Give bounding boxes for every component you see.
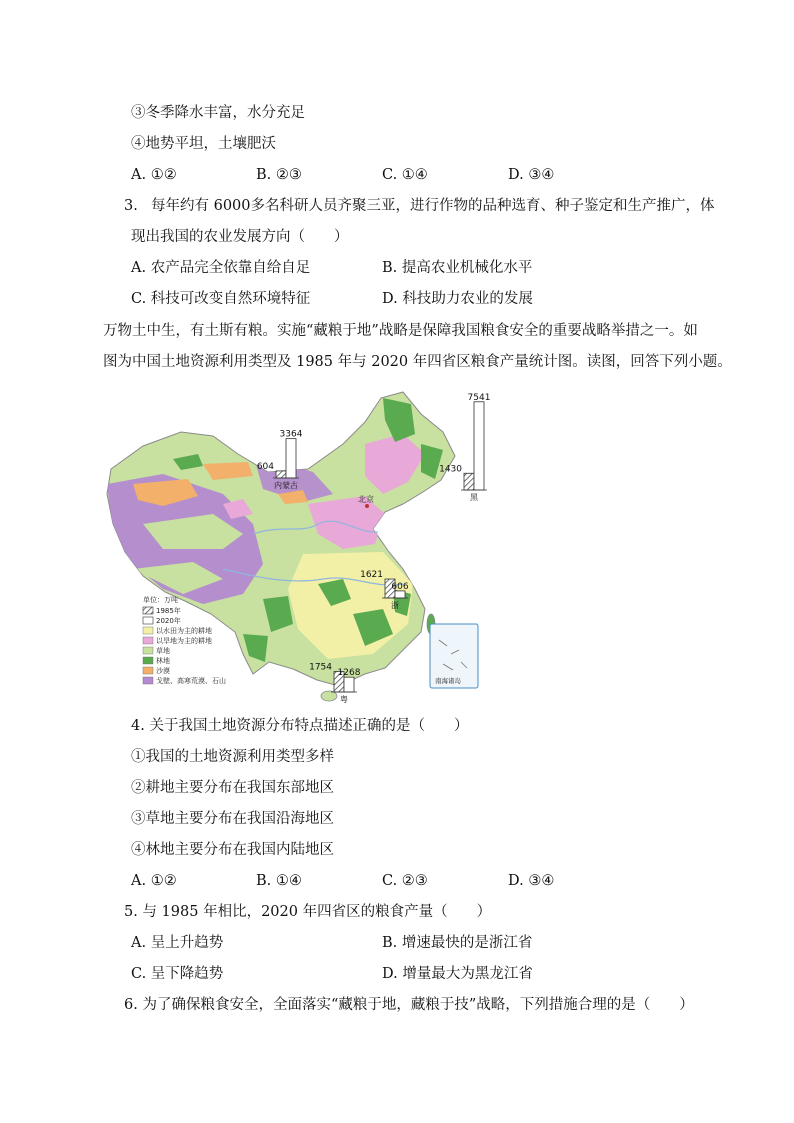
beijing-label: 北京 xyxy=(358,495,374,504)
prev-option-c: C. ①④ xyxy=(382,167,428,183)
province-label-3: 粤 xyxy=(340,695,348,704)
q3-option-d: D. 科技助力农业的发展 xyxy=(382,291,533,307)
value-label-1985-3: 1754 xyxy=(309,662,332,673)
q4-item-2: ②耕地主要分布在我国东部地区 xyxy=(131,780,334,796)
q3-number: 3. xyxy=(124,198,138,214)
svg-text:林地: 林地 xyxy=(156,657,170,665)
q4-option-a: A. ①② xyxy=(131,873,177,889)
value-label-1985-0: 604 xyxy=(256,461,274,472)
value-label-2020-3: 1268 xyxy=(337,668,361,679)
q6-stem: 6. 为了确保粮食安全，全面落实“藏粮于地，藏粮于技”战略，下列措施合理的是（ ） xyxy=(124,997,694,1013)
svg-text:以水田为主的耕地: 以水田为主的耕地 xyxy=(156,627,212,635)
value-label-2020-1: 7541 xyxy=(467,392,491,403)
value-label-1985-2: 1621 xyxy=(360,570,383,581)
q5-option-c: C. 呈下降趋势 xyxy=(131,966,224,982)
q4-stem: 4. 关于我国土地资源分布特点描述正确的是（ ） xyxy=(131,718,469,734)
province-label-2: 浙 xyxy=(391,601,399,610)
svg-text:沙漠: 沙漠 xyxy=(156,667,170,675)
bar-2020-1 xyxy=(474,402,484,490)
bar-1985-0 xyxy=(276,471,286,478)
bar-2020-3 xyxy=(344,677,354,692)
q4-item-1: ①我国的土地资源利用类型多样 xyxy=(131,749,334,765)
prev-item-3: ③冬季降水丰富，水分充足 xyxy=(131,105,305,121)
q5-stem: 5. 与 1985 年相比，2020 年四省区的粮食产量（ ） xyxy=(124,904,492,920)
q3-stem-line2: 现出我国的农业发展方向（ ） xyxy=(131,229,349,245)
q4-item-3: ③草地主要分布在我国沿海地区 xyxy=(131,811,334,827)
q4-option-b: B. ①④ xyxy=(256,873,302,889)
q5-option-d: D. 增量最大为黑龙江省 xyxy=(382,966,533,982)
svg-text:1985年: 1985年 xyxy=(156,607,181,615)
hainan-island xyxy=(321,691,337,701)
svg-text:单位：万吨: 单位：万吨 xyxy=(143,596,178,604)
beijing-marker xyxy=(365,504,369,508)
value-label-1985-1: 1430 xyxy=(439,464,462,475)
q3-option-b: B. 提高农业机械化水平 xyxy=(382,260,533,276)
south-sea-inset xyxy=(430,624,478,688)
q4-item-4: ④林地主要分布在我国内陆地区 xyxy=(131,842,334,858)
value-label-2020-0: 3364 xyxy=(279,429,303,440)
province-label-0: 内蒙古 xyxy=(274,481,298,490)
svg-text:草地: 草地 xyxy=(156,647,170,655)
q3-stem-line1: 每年约有 6000多名科研人员齐聚三亚，进行作物的品种选育、种子鉴定和生产推广，体 xyxy=(151,198,715,214)
value-label-2020-2: 606 xyxy=(391,581,409,592)
q3-option-c: C. 科技可改变自然环境特征 xyxy=(131,291,311,307)
svg-text:南海诸岛: 南海诸岛 xyxy=(435,677,461,685)
prev-option-b: B. ②③ xyxy=(256,167,302,183)
q3-option-a: A. 农产品完全依靠自给自足 xyxy=(131,260,311,276)
province-label-1: 黑 xyxy=(470,493,478,502)
bar-2020-0 xyxy=(286,439,296,478)
q4-option-d: D. ③④ xyxy=(508,873,555,889)
svg-text:戈壁、高寒荒漠、石山: 戈壁、高寒荒漠、石山 xyxy=(156,677,226,685)
q5-option-a: A. 呈上升趋势 xyxy=(131,935,224,951)
intro-line1: 万物土中生，有土斯有粮。实施“藏粮于地”战略是保障我国粮食安全的重要战略举措之一。如 xyxy=(103,323,698,339)
svg-text:2020年: 2020年 xyxy=(156,617,181,625)
china-land-use-map xyxy=(103,384,495,706)
intro-line2: 图为中国土地资源利用类型及 1985 年与 2020 年四省区粮食产量统计图。读图，回答下列小题。 xyxy=(103,354,732,370)
prev-option-d: D. ③④ xyxy=(508,167,555,183)
prev-item-4: ④地势平坦，土壤肥沃 xyxy=(131,136,276,152)
q5-option-b: B. 增速最快的是浙江省 xyxy=(382,935,533,951)
svg-text:以旱地为主的耕地: 以旱地为主的耕地 xyxy=(156,637,212,645)
q4-option-c: C. ②③ xyxy=(382,873,428,889)
bar-1985-1 xyxy=(464,473,474,490)
prev-option-a: A. ①② xyxy=(131,167,177,183)
bar-2020-2 xyxy=(395,591,405,598)
